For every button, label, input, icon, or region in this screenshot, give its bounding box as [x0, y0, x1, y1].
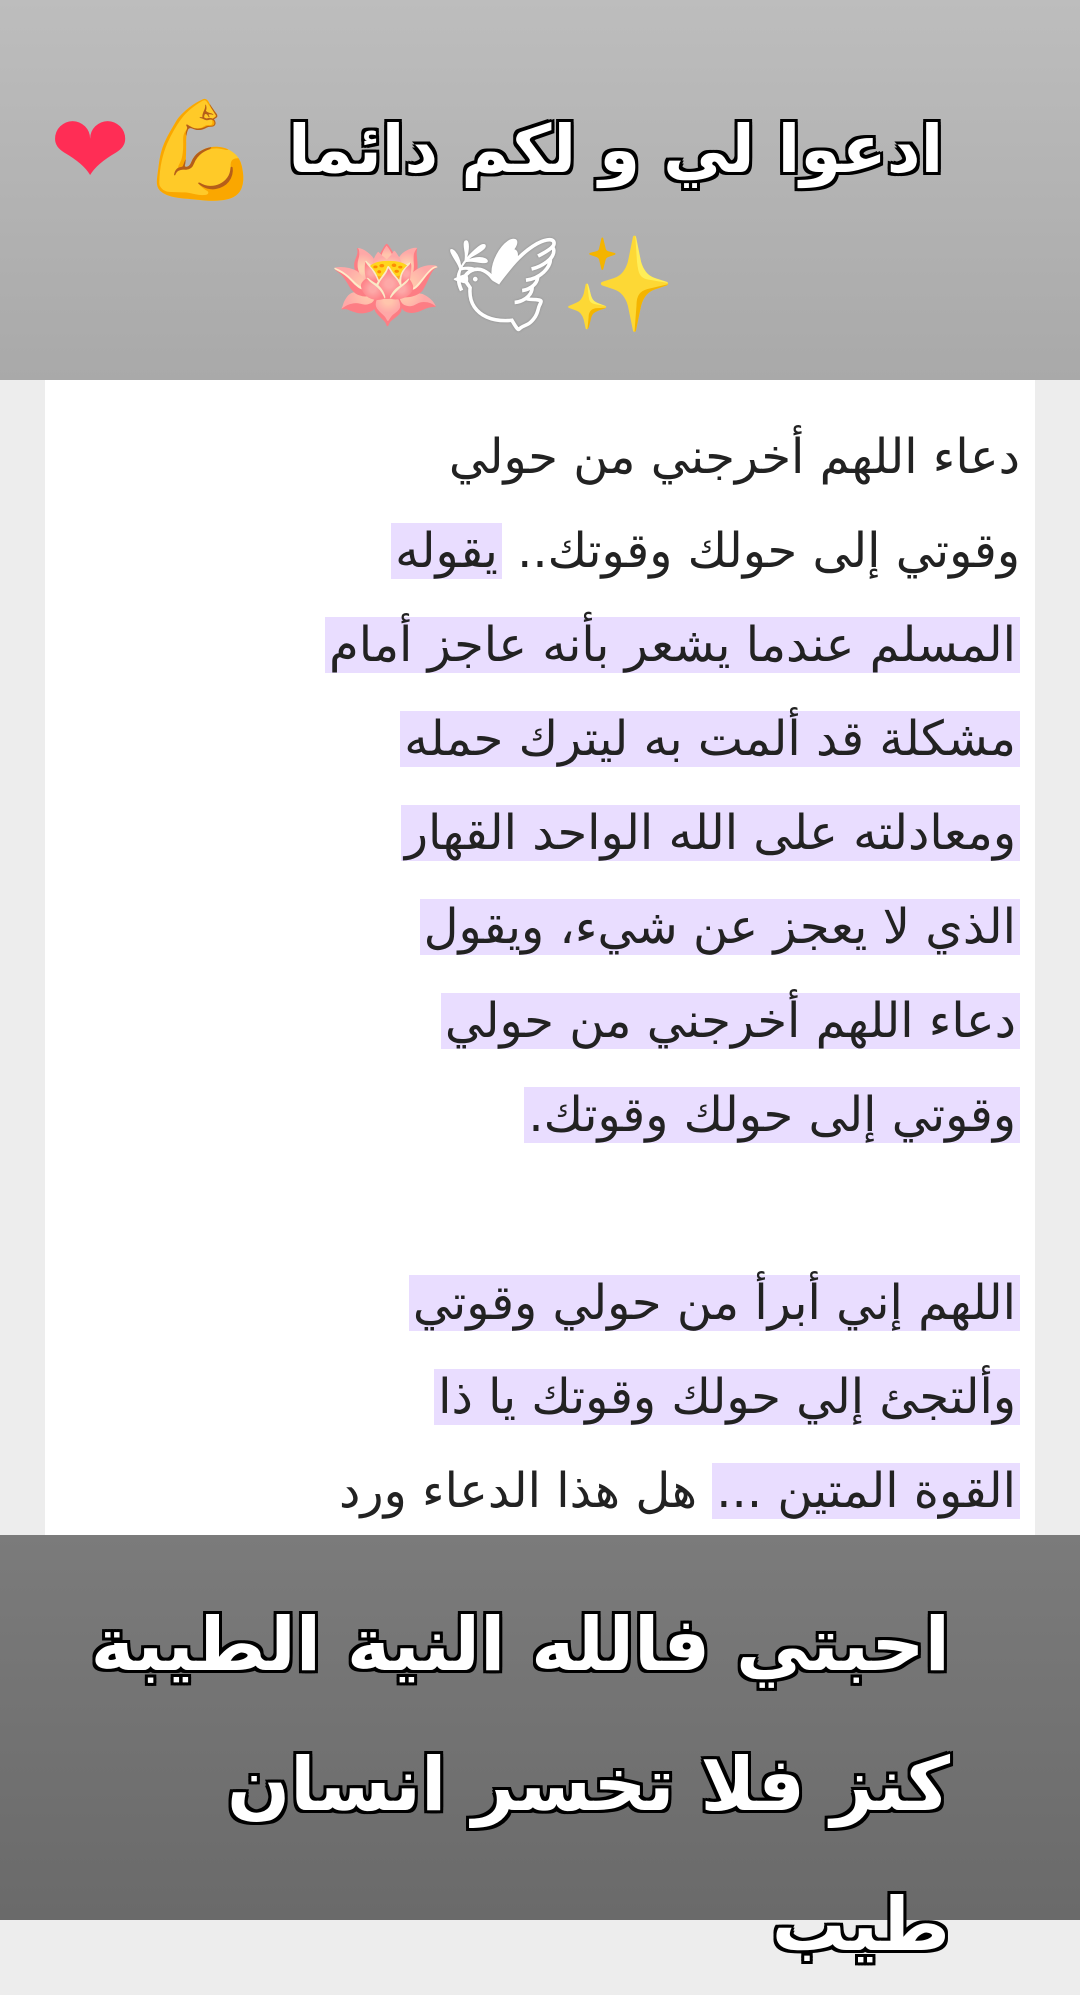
heart-icon: ❤ — [50, 94, 131, 206]
paragraph-spacer — [120, 1162, 1020, 1256]
text-line — [120, 692, 1020, 786]
bottom-caption-line-2: كنز فلا تخسر انسان طيب — [226, 1742, 950, 1968]
post-text-card — [45, 380, 1035, 1535]
text-line — [120, 1068, 1020, 1162]
highlighted-text: وقوتي إلى حولك وقوتك. — [524, 1087, 1020, 1143]
bottom-caption — [70, 1575, 950, 1995]
text-line — [120, 598, 1020, 692]
top-title: ادعوا لي و لكم دائما — [287, 111, 944, 188]
text-line — [120, 1350, 1020, 1444]
highlighted-text: المسلم عندما يشعر بأنه عاجز أمام — [325, 617, 1020, 673]
post-text — [120, 410, 1020, 1538]
highlighted-text: القوة المتين ... — [712, 1463, 1020, 1519]
highlighted-text: مشكلة قد ألمت به ليترك حمله — [400, 711, 1020, 767]
highlighted-text: وألتجئ إلي حولك وقوتك يا ذا — [434, 1369, 1020, 1425]
text-line — [120, 504, 1020, 598]
text-segment: وقوتي إلى حولك وقوتك.. — [501, 523, 1020, 579]
text-line — [120, 974, 1020, 1068]
highlighted-text: ومعادلته على الله الواحد القهار — [401, 805, 1020, 861]
bottom-caption-line-1: احبتي فالله النية الطيبة — [90, 1602, 950, 1688]
bottom-banner — [0, 1535, 1080, 1968]
dove-icon: 🕊 — [444, 231, 562, 338]
text-line — [120, 1444, 1020, 1538]
text-segment: دعاء اللهم أخرجني من حولي — [448, 429, 1020, 485]
highlighted-text: الذي لا يعجز عن شيء، ويقول — [420, 899, 1020, 955]
top-title-row — [50, 85, 1050, 215]
text-line — [120, 410, 1020, 504]
text-line — [120, 1256, 1020, 1350]
text-line — [120, 786, 1020, 880]
highlighted-text: اللهم إني أبرأ من حولي وقوتي — [409, 1275, 1020, 1331]
highlighted-text: دعاء اللهم أخرجني من حولي — [441, 993, 1020, 1049]
lotus-icon: 🪷 — [330, 231, 445, 338]
muscle-icon: 💪 — [140, 94, 260, 206]
highlighted-text: يقوله — [391, 523, 502, 579]
emoji-row — [330, 230, 676, 340]
top-banner — [0, 0, 1080, 380]
sparkles-icon: ✨ — [561, 231, 676, 338]
text-segment: هل هذا الدعاء ورد — [339, 1463, 713, 1519]
text-line — [120, 880, 1020, 974]
